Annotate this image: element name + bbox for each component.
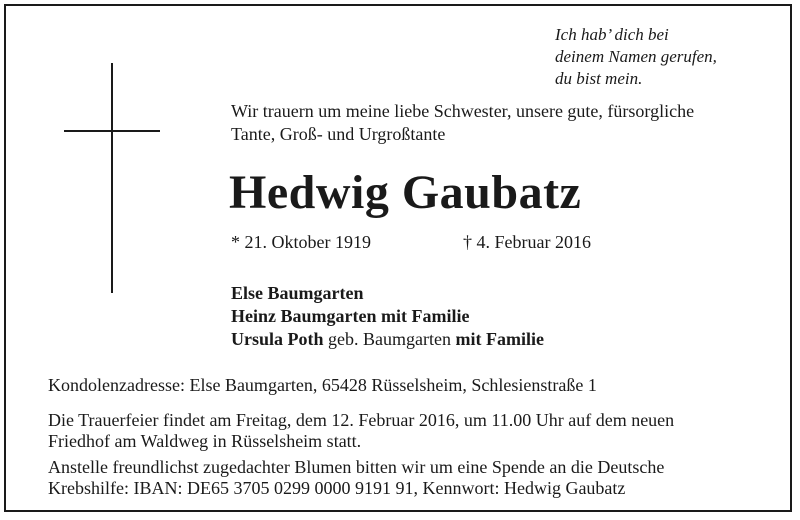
verse-line-3: du bist mein. (555, 69, 643, 88)
mourner-3-maiden: geb. Baumgarten (323, 329, 456, 349)
funeral-line-2: Friedhof am Waldweg in Rüsselsheim statt. (48, 431, 362, 451)
intro-text (231, 100, 694, 146)
donation-info (48, 457, 664, 499)
intro-line-2: Tante, Groß- und Urgroßtante (231, 124, 446, 144)
verse-line-1: Ich hab’ dich bei (555, 25, 669, 44)
mourner-3-suffix: mit Familie (455, 329, 544, 349)
bible-verse (555, 24, 717, 90)
mourner-1: Else Baumgarten (231, 283, 364, 303)
donation-line-1: Anstelle freundlichst zugedachter Blumen bitten wir um eine Spende an die Deutsche (48, 457, 665, 477)
verse-line-2: deinem Namen gerufen, (555, 47, 717, 66)
cross-vertical-bar (111, 63, 113, 293)
intro-line-1: Wir trauern um meine liebe Schwester, unsere gute, fürsorgliche (231, 101, 695, 121)
cross-horizontal-bar (64, 130, 160, 132)
death-date: † 4. Februar 2016 (463, 232, 591, 252)
donation-line-2: Krebshilfe: IBAN: DE65 3705 0299 0000 9191 91, Kennwort: Hedwig Gaubatz (48, 478, 626, 498)
funeral-line-1: Die Trauerfeier findet am Freitag, dem 12. Februar 2016, um 11.00 Uhr auf dem neuen (48, 410, 675, 430)
deceased-name: Hedwig Gaubatz (229, 166, 582, 219)
mourner-3-name: Ursula Poth (231, 329, 324, 349)
funeral-info (48, 410, 674, 452)
mourner-3 (231, 328, 544, 351)
mourner-2: Heinz Baumgarten mit Familie (231, 306, 470, 326)
birth-date: * 21. Oktober 1919 (231, 232, 371, 252)
condolence-address: Kondolenzadresse: Else Baumgarten, 65428 Rüsselsheim, Schlesienstraße 1 (48, 375, 597, 395)
mourners-list (231, 282, 544, 351)
